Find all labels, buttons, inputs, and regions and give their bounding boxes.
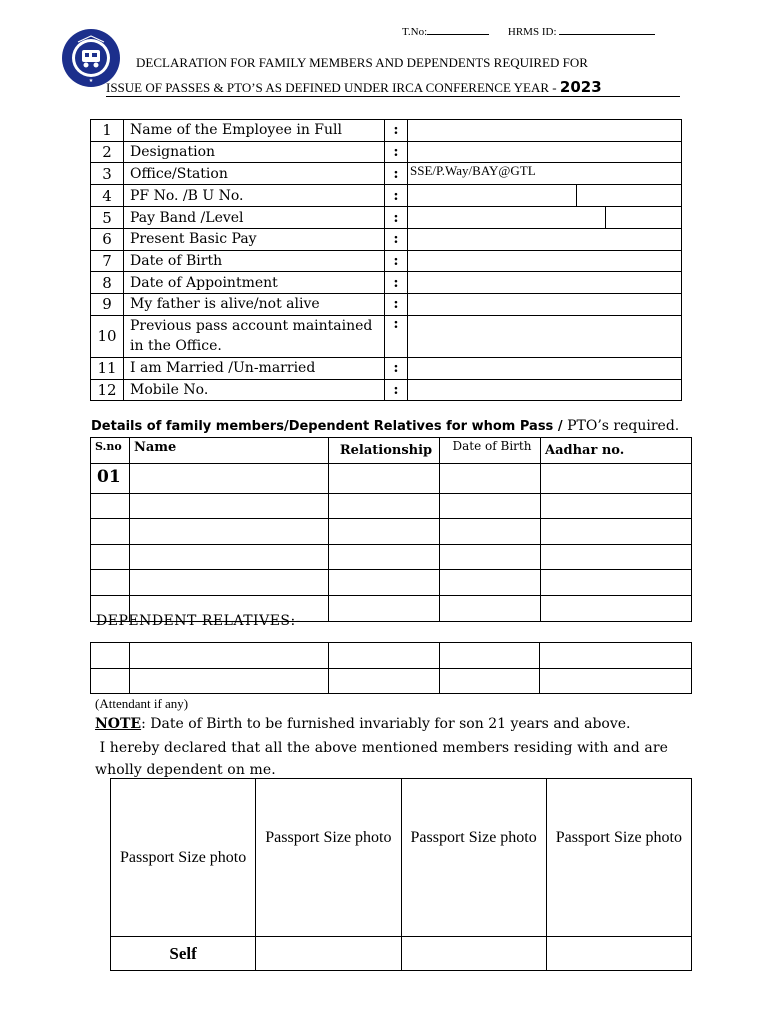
- row-label: Name of the Employee in Full: [124, 120, 385, 142]
- family-details-pto: PTO’s required.: [567, 418, 680, 434]
- tno-field[interactable]: [427, 24, 489, 35]
- form-row-mobile: [91, 379, 682, 401]
- form-row-designation: [91, 141, 682, 163]
- relationship-cell[interactable]: [329, 570, 440, 596]
- row-number: 5: [91, 207, 124, 229]
- attendant-note: (Attendant if any): [95, 696, 189, 711]
- aadhar-cell[interactable]: [541, 570, 692, 596]
- pass-account-field[interactable]: [408, 315, 682, 357]
- name-cell[interactable]: [130, 493, 329, 519]
- dob-cell[interactable]: [440, 519, 541, 545]
- dob-note: [95, 716, 630, 732]
- tno-hrms-line: [402, 24, 655, 38]
- basic-pay-field[interactable]: [408, 229, 682, 251]
- row-number: 9: [91, 294, 124, 316]
- dob-cell[interactable]: [440, 493, 541, 519]
- pay-band-subcell: [410, 207, 606, 228]
- photo-box-3[interactable]: Passport Size photo: [401, 779, 546, 937]
- note-label: NOTE: [95, 716, 142, 732]
- designation-field[interactable]: [408, 141, 682, 163]
- row-colon: :: [385, 185, 408, 207]
- form-title-line2: [106, 79, 680, 97]
- note-text: : Date of Birth to be furnished invariably for son 21 years and above.: [141, 716, 631, 732]
- table-row: [91, 519, 692, 545]
- conference-year: 2023: [559, 78, 602, 96]
- marital-status-field[interactable]: [408, 357, 682, 379]
- form-row-appointment: [91, 272, 682, 294]
- relationship-cell[interactable]: [329, 519, 440, 545]
- sno-cell[interactable]: [91, 570, 130, 596]
- dependent-relatives-table: [90, 642, 692, 694]
- row-number: 1: [91, 120, 124, 142]
- col-header-sno: S.no: [91, 438, 130, 464]
- form-row-pay-band: [91, 207, 682, 229]
- form-title-line2-text: ISSUE OF PASSES & PTO’S AS DEFINED UNDER IRCA CONFERENCE YEAR -: [106, 80, 557, 95]
- form-row-office: [91, 163, 682, 185]
- row-number: 8: [91, 272, 124, 294]
- row-label: Previous pass account maintained in the Office.: [124, 315, 385, 357]
- relationship-cell[interactable]: [329, 463, 440, 493]
- relationship-cell[interactable]: [329, 595, 440, 621]
- row-colon: :: [385, 294, 408, 316]
- name-cell[interactable]: [130, 544, 329, 570]
- tno-label: T.No:: [402, 26, 428, 38]
- employee-details-table: [90, 119, 682, 401]
- relationship-cell[interactable]: [329, 668, 440, 694]
- table-row: [91, 668, 692, 694]
- form-title-line1: DECLARATION FOR FAMILY MEMBERS AND DEPENDENTS REQUIRED FOR: [136, 55, 588, 70]
- row-label: Date of Birth: [124, 250, 385, 272]
- col-header-relationship: Relationship: [329, 438, 440, 464]
- name-cell[interactable]: [130, 463, 329, 493]
- table-row: [91, 643, 692, 669]
- row-number: 4: [91, 185, 124, 207]
- row-colon: :: [385, 315, 408, 357]
- form-row-name: [91, 120, 682, 142]
- declaration-text: [95, 737, 695, 781]
- aadhar-cell[interactable]: [540, 668, 692, 694]
- aadhar-cell[interactable]: [541, 544, 692, 570]
- row-colon: :: [385, 229, 408, 251]
- row-number: 10: [91, 315, 124, 357]
- family-details-heading: [91, 418, 679, 434]
- relationship-cell[interactable]: [329, 493, 440, 519]
- dob-cell[interactable]: [440, 668, 540, 694]
- sno-cell[interactable]: [91, 493, 130, 519]
- date-of-appointment-field[interactable]: [408, 272, 682, 294]
- row-colon: :: [385, 357, 408, 379]
- row-number: 11: [91, 357, 124, 379]
- row-number: 7: [91, 250, 124, 272]
- row-label: Office/Station: [124, 163, 385, 185]
- form-row-father: [91, 294, 682, 316]
- row-colon: :: [385, 207, 408, 229]
- form-row-pf: [91, 185, 682, 207]
- self-caption: Self: [111, 937, 256, 971]
- photo-caption-cell[interactable]: [401, 937, 546, 971]
- family-header-row: [91, 438, 692, 464]
- hrms-label: HRMS ID:: [507, 26, 557, 38]
- pf-subcell: [410, 185, 577, 206]
- sno-cell[interactable]: [91, 544, 130, 570]
- aadhar-cell[interactable]: [541, 519, 692, 545]
- form-row-pass-account: [91, 315, 682, 357]
- row-colon: :: [385, 120, 408, 142]
- row-label: PF No. /B U No.: [124, 185, 385, 207]
- row-colon: :: [385, 250, 408, 272]
- row-label: Designation: [124, 141, 385, 163]
- office-station-field[interactable]: SSE/P.Way/BAY@GTL: [408, 163, 682, 185]
- name-cell[interactable]: [130, 570, 329, 596]
- dependent-relatives-heading: DEPENDENT RELATIVES:-: [96, 613, 301, 629]
- pay-band-field[interactable]: [408, 207, 682, 229]
- aadhar-cell[interactable]: [540, 643, 692, 669]
- name-cell[interactable]: [130, 643, 329, 669]
- form-row-basic-pay: [91, 229, 682, 251]
- date-of-birth-field[interactable]: [408, 250, 682, 272]
- col-header-dob: Date of Birth: [440, 438, 541, 464]
- table-row: [91, 544, 692, 570]
- row-label: Present Basic Pay: [124, 229, 385, 251]
- row-number: 2: [91, 141, 124, 163]
- row-label: Date of Appointment: [124, 272, 385, 294]
- father-alive-field[interactable]: [408, 294, 682, 316]
- mobile-number-field[interactable]: [408, 379, 682, 401]
- hrms-field[interactable]: [559, 24, 655, 35]
- pf-number-field[interactable]: [408, 185, 682, 207]
- col-header-aadhar: Aadhar no.: [541, 438, 692, 464]
- form-row-dob: [91, 250, 682, 272]
- dob-cell[interactable]: [440, 570, 541, 596]
- form-row-married: [91, 357, 682, 379]
- table-row: [91, 463, 692, 493]
- declaration-sentence: I hereby declared that all the above mentioned members residing with and are wholly dependent on me.: [95, 740, 669, 778]
- row-colon: :: [385, 163, 408, 185]
- row-label: I am Married /Un-married: [124, 357, 385, 379]
- name-cell[interactable]: [130, 668, 329, 694]
- photo-caption-row: [111, 937, 692, 971]
- family-members-table: [90, 437, 692, 622]
- employee-name-field[interactable]: [408, 120, 682, 142]
- row-number: 12: [91, 379, 124, 401]
- row-sno: 01: [91, 463, 130, 493]
- sno-cell[interactable]: [91, 519, 130, 545]
- table-row: [91, 570, 692, 596]
- passport-photo-table: [110, 778, 692, 971]
- sno-cell[interactable]: [91, 668, 130, 694]
- row-colon: :: [385, 272, 408, 294]
- row-colon: :: [385, 379, 408, 401]
- dob-cell[interactable]: [440, 544, 541, 570]
- row-label: My father is alive/not alive: [124, 294, 385, 316]
- dob-cell[interactable]: [440, 643, 540, 669]
- aadhar-cell[interactable]: [541, 463, 692, 493]
- photo-row: [111, 779, 692, 937]
- photo-box-2[interactable]: Passport Size photo: [256, 779, 401, 937]
- row-colon: :: [385, 141, 408, 163]
- photo-caption-cell[interactable]: [256, 937, 401, 971]
- relationship-cell[interactable]: [329, 544, 440, 570]
- dob-cell[interactable]: [440, 595, 541, 621]
- table-row: [91, 493, 692, 519]
- name-cell[interactable]: [130, 519, 329, 545]
- aadhar-cell[interactable]: [541, 595, 692, 621]
- row-number: 6: [91, 229, 124, 251]
- relationship-cell[interactable]: [329, 643, 440, 669]
- row-label: Pay Band /Level: [124, 207, 385, 229]
- photo-box-self[interactable]: Passport Size photo: [111, 779, 256, 937]
- svg-text:★: ★: [88, 78, 94, 84]
- row-number: 3: [91, 163, 124, 185]
- photo-caption-cell[interactable]: [546, 937, 691, 971]
- photo-box-4[interactable]: Passport Size photo: [546, 779, 691, 937]
- family-details-text: Details of family members/Dependent Relatives for whom Pass /: [91, 419, 563, 434]
- aadhar-cell[interactable]: [541, 493, 692, 519]
- sno-cell[interactable]: [91, 643, 130, 669]
- row-label: Mobile No.: [124, 379, 385, 401]
- dob-cell[interactable]: [440, 463, 541, 493]
- col-header-name: Name: [130, 438, 329, 464]
